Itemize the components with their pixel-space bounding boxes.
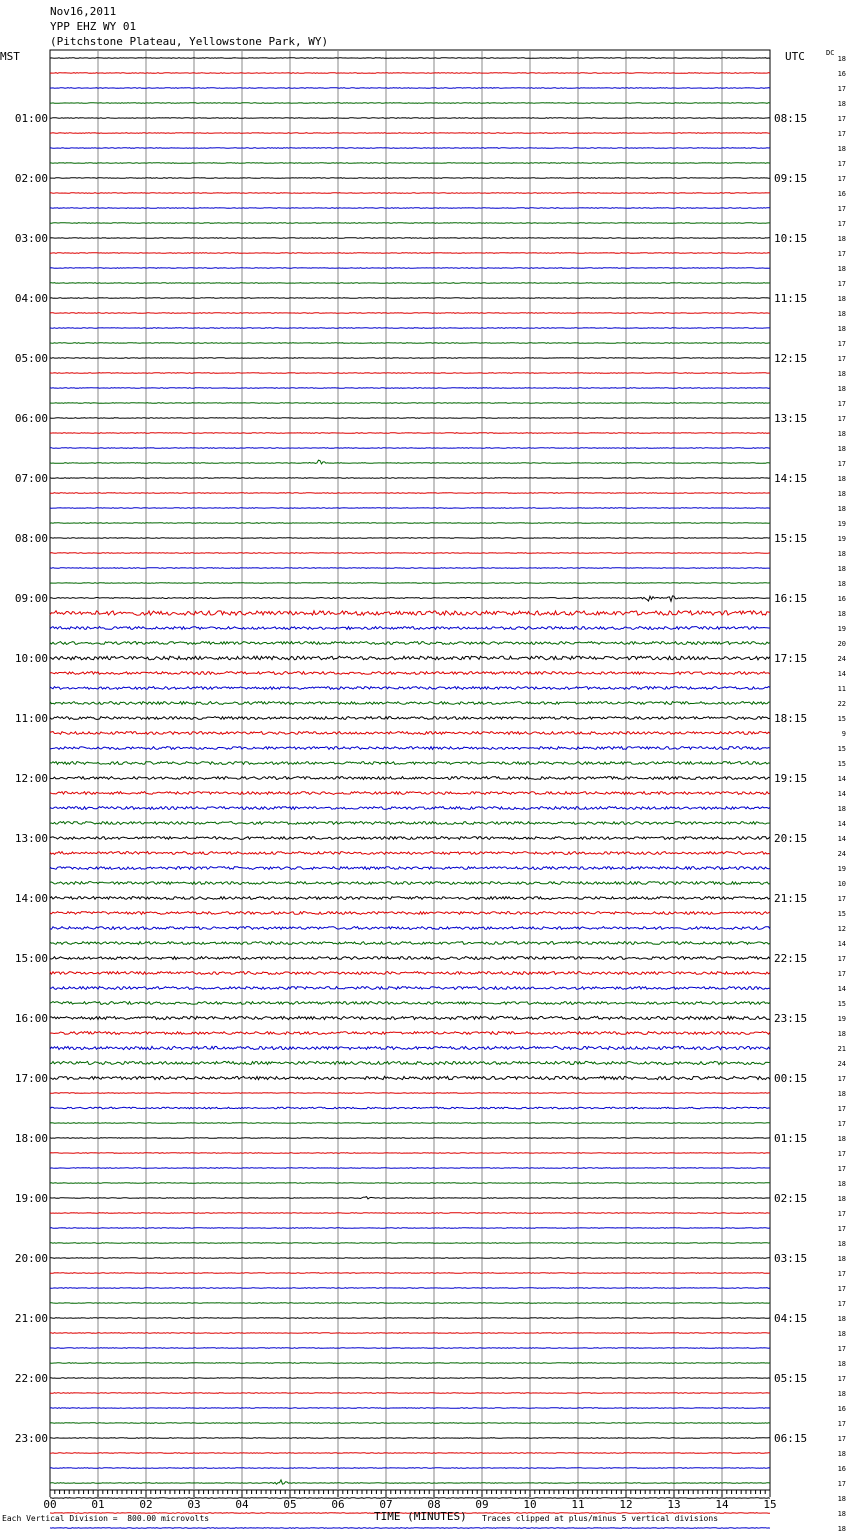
dc-offset-value: 18 [837,385,846,393]
dc-offset-value: 17 [837,1120,846,1128]
dc-offset-value: 24 [837,850,846,858]
dc-offset-value: 17 [837,1150,846,1158]
right-hour-label: 11:15 [774,292,808,305]
dc-offset-value: 10 [837,880,846,888]
trace-line [50,1002,770,1005]
plot-frame [50,50,770,1490]
trace-line [50,460,770,464]
dc-offset-value: 17 [837,160,846,168]
dc-offset-value: 17 [837,1480,846,1488]
dc-offset-value: 17 [837,130,846,138]
trace-line [50,882,770,885]
right-hour-label: 23:15 [774,1012,808,1025]
dc-offset-value: 17 [837,1105,846,1113]
trace-line [50,1438,770,1439]
dc-offset-value: 18 [837,310,846,318]
dc-offset-value: 18 [837,1315,846,1323]
right-hour-label: 00:15 [774,1072,808,1085]
trace-line [50,1408,770,1409]
trace-line [50,478,770,479]
left-hour-label: 14:00 [14,892,48,905]
x-tick-label: 11 [571,1498,585,1511]
left-hour-label: 03:00 [14,232,48,245]
left-hour-label: 01:00 [14,112,48,125]
dc-offset-value: 18 [837,565,846,573]
dc-offset-value: 18 [837,265,846,273]
dc-offset-value: 15 [837,745,846,753]
dc-offset-value: 18 [837,1495,846,1503]
trace-line [50,837,770,840]
dc-offset-value: 17 [837,1420,846,1428]
dc-offset-value: 18 [837,445,846,453]
right-hour-label: 13:15 [774,412,808,425]
trace-line [50,1378,770,1379]
trace-line [50,732,770,735]
right-hour-label: 19:15 [774,772,808,785]
dc-offset-value: 17 [837,205,846,213]
trace-line [50,1213,770,1214]
left-hour-label: 20:00 [14,1252,48,1265]
right-hour-label: 10:15 [774,232,808,245]
trace-line [50,1498,770,1499]
dc-offset-value: 15 [837,1000,846,1008]
dc-offset-value: 17 [837,1435,846,1443]
trace-line [50,298,770,299]
dc-offset-value: 18 [837,1390,846,1398]
record-date: Nov16,2011 [50,5,117,18]
x-tick-label: 00 [43,1498,57,1511]
right-hour-label: 08:15 [774,112,808,125]
trace-line [50,927,770,930]
trace-line [50,493,770,494]
dc-offset-value: 17 [837,1165,846,1173]
trace-line [50,148,770,149]
dc-offset-value: 15 [837,760,846,768]
left-hour-label: 18:00 [14,1132,48,1145]
right-hour-label: 17:15 [774,652,808,665]
trace-line [50,163,770,164]
x-tick-label: 10 [523,1498,537,1511]
dc-offset-value: 17 [837,355,846,363]
dc-offset-value: 16 [837,1465,846,1473]
dc-offset-value: 18 [837,1135,846,1143]
dc-offset-value: 19 [837,520,846,528]
dc-offset-value: 14 [837,790,846,798]
trace-line [50,1123,770,1124]
trace-line [50,972,770,975]
right-hour-label: 21:15 [774,892,808,905]
x-tick-label: 01 [91,1498,105,1511]
x-tick-label: 02 [139,1498,153,1511]
dc-offset-value: 18 [837,1240,846,1248]
dc-offset-value: 11 [837,685,846,693]
dc-offset-value: 17 [837,1345,846,1353]
dc-offset-value: 18 [837,295,846,303]
dc-offset-value: 16 [837,70,846,78]
trace-line [50,223,770,224]
x-tick-label: 03 [187,1498,201,1511]
trace-line [50,118,770,119]
right-hour-label: 20:15 [774,832,808,845]
right-hour-label: 16:15 [774,592,808,605]
trace-line [50,1243,770,1244]
trace-line [50,313,770,314]
right-hour-label: 02:15 [774,1192,808,1205]
dc-offset-value: 16 [837,1405,846,1413]
x-tick-label: 12 [619,1498,633,1511]
scale-note: Each Vertical Division = 800.00 microvolts [2,1514,210,1523]
dc-offset-value: 12 [837,925,846,933]
left-hour-label: 16:00 [14,1012,48,1025]
left-hour-label: 10:00 [14,652,48,665]
dc-offset-value: 19 [837,625,846,633]
right-timezone-label: UTC [785,50,805,63]
x-tick-label: 13 [667,1498,681,1511]
trace-line [50,1423,770,1424]
trace-line [50,523,770,524]
trace-line [50,611,770,615]
trace-line [50,1480,770,1484]
dc-offset-value: 14 [837,670,846,678]
dc-offset-value: 21 [837,1045,846,1053]
trace-line [50,1197,770,1199]
station-code: YPP EHZ WY 01 [50,20,137,33]
trace-line [50,777,770,780]
dc-offset-value: 22 [837,700,846,708]
dc-offset-value: 24 [837,1060,846,1068]
dc-offset-value: 18 [837,430,846,438]
trace-line [50,1393,770,1394]
right-hour-label: 14:15 [774,472,808,485]
dc-offset-value: 18 [837,805,846,813]
dc-offset-value: 17 [837,1210,846,1218]
left-hour-label: 02:00 [14,172,48,185]
dc-offset-value: 18 [837,325,846,333]
trace-line [50,1032,770,1035]
dc-offset-value: 9 [841,730,846,738]
dc-offset-value: 17 [837,955,846,963]
left-hour-label: 05:00 [14,352,48,365]
dc-offset-value: 18 [837,475,846,483]
trace-line [50,1468,770,1469]
dc-offset-value: 18 [837,1180,846,1188]
dc-offset-value: 18 [837,370,846,378]
trace-line [50,807,770,810]
dc-offset-value: 18 [837,610,846,618]
trace-line [50,328,770,329]
left-hour-label: 12:00 [14,772,48,785]
trace-line [50,1528,770,1529]
dc-offset-value: 19 [837,535,846,543]
dc-offset-value: 18 [837,490,846,498]
left-hour-label: 11:00 [14,712,48,725]
trace-line [50,717,770,720]
trace-line [50,133,770,134]
dc-offset-value: 18 [837,1510,846,1518]
trace-line [50,1288,770,1289]
trace-line [50,1093,770,1094]
dc-offset-value: 16 [837,595,846,603]
x-tick-label: 14 [715,1498,729,1511]
right-hour-label: 15:15 [774,532,808,545]
dc-offset-value: 17 [837,1270,846,1278]
dc-offset-value: 18 [837,100,846,108]
left-hour-label: 22:00 [14,1372,48,1385]
left-hour-label: 07:00 [14,472,48,485]
dc-offset-value: 14 [837,940,846,948]
dc-offset-value: 18 [837,1360,846,1368]
trace-line [50,762,770,765]
trace-line [50,568,770,569]
dc-offset-value: 17 [837,1225,846,1233]
dc-offset-value: 18 [837,145,846,153]
x-axis-title: TIME (MINUTES) [374,1510,467,1523]
trace-line [50,418,770,419]
trace-line [50,596,770,601]
clip-note: Traces clipped at plus/minus 5 vertical divisions [482,1514,719,1523]
trace-line [50,1318,770,1319]
trace-line [50,268,770,269]
dc-offset-value: 18 [837,580,846,588]
dc-offset-value: 17 [837,895,846,903]
trace-line [50,403,770,404]
trace-line [50,508,770,509]
trace-line [50,208,770,209]
left-timezone-label: MST [0,50,20,63]
trace-line [50,627,770,630]
trace-line [50,1273,770,1274]
dc-offset-value: 17 [837,1285,846,1293]
dc-offset-value: 15 [837,715,846,723]
trace-line [50,1183,770,1184]
trace-line [50,538,770,539]
x-tick-label: 04 [235,1498,249,1511]
trace-line [50,73,770,74]
trace-line [50,656,770,660]
trace-line [50,822,770,825]
left-hour-label: 09:00 [14,592,48,605]
trace-line [50,867,770,870]
dc-offset-value: 17 [837,85,846,93]
x-tick-label: 07 [379,1498,393,1511]
trace-line [50,448,770,449]
dc-offset-value: 18 [837,1090,846,1098]
left-hour-label: 08:00 [14,532,48,545]
trace-line [50,1333,770,1334]
dc-offset-value: 18 [837,1195,846,1203]
left-hour-label: 13:00 [14,832,48,845]
left-hour-label: 04:00 [14,292,48,305]
trace-line [50,747,770,750]
right-hour-label: 18:15 [774,712,808,725]
x-tick-label: 08 [427,1498,441,1511]
x-tick-label: 09 [475,1498,489,1511]
left-hour-label: 23:00 [14,1432,48,1445]
trace-line [50,897,770,900]
dc-offset-value: 19 [837,865,846,873]
trace-line [50,103,770,104]
trace-line [50,1153,770,1154]
dc-offset-value: 19 [837,1015,846,1023]
right-hour-label: 04:15 [774,1312,808,1325]
trace-line [50,687,770,690]
right-hour-label: 22:15 [774,952,808,965]
trace-line [50,1303,770,1304]
right-hour-label: 01:15 [774,1132,808,1145]
trace-line [50,1107,770,1109]
dc-offset-value: 17 [837,280,846,288]
trace-line [50,58,770,59]
left-hour-label: 19:00 [14,1192,48,1205]
dc-offset-value: 17 [837,340,846,348]
dc-offset-value: 17 [837,1075,846,1083]
trace-line [50,1228,770,1229]
dc-offset-value: 17 [837,400,846,408]
x-tick-label: 15 [763,1498,777,1511]
trace-line [50,238,770,239]
dc-offset-value: 18 [837,1450,846,1458]
trace-line [50,1046,770,1049]
dc-offset-value: 20 [837,640,846,648]
trace-line [50,642,770,645]
trace-line [50,852,770,855]
trace-line [50,283,770,284]
dc-offset-value: 17 [837,415,846,423]
dc-offset-header: DC [826,49,835,57]
trace-line [50,702,770,705]
dc-offset-value: 16 [837,190,846,198]
right-hour-label: 09:15 [774,172,808,185]
dc-offset-value: 17 [837,175,846,183]
dc-offset-value: 18 [837,1330,846,1338]
dc-offset-value: 14 [837,775,846,783]
dc-offset-value: 18 [837,55,846,63]
dc-offset-value: 18 [837,1255,846,1263]
trace-line [50,1138,770,1139]
dc-offset-value: 17 [837,1300,846,1308]
dc-offset-value: 17 [837,220,846,228]
dc-offset-value: 17 [837,460,846,468]
right-hour-label: 06:15 [774,1432,808,1445]
trace-line [50,942,770,945]
x-tick-label: 06 [331,1498,345,1511]
trace-line [50,343,770,344]
trace-line [50,358,770,359]
trace-line [50,1168,770,1169]
right-hour-label: 03:15 [774,1252,808,1265]
dc-offset-value: 14 [837,835,846,843]
left-hour-label: 06:00 [14,412,48,425]
trace-line [50,1258,770,1259]
trace-line [50,193,770,194]
dc-offset-value: 17 [837,1375,846,1383]
x-tick-label: 05 [283,1498,297,1511]
left-hour-label: 21:00 [14,1312,48,1325]
dc-offset-value: 18 [837,550,846,558]
trace-line [50,987,770,990]
trace-line [50,1453,770,1454]
trace-line [50,388,770,389]
dc-offset-value: 18 [837,1030,846,1038]
trace-line [50,1348,770,1349]
trace-line [50,1076,770,1079]
right-hour-label: 05:15 [774,1372,808,1385]
dc-offset-value: 17 [837,970,846,978]
trace-line [50,583,770,584]
dc-offset-value: 18 [837,1525,846,1533]
dc-offset-value: 18 [837,505,846,513]
trace-line [50,433,770,434]
dc-offset-value: 18 [837,235,846,243]
trace-line [50,957,770,960]
dc-offset-value: 17 [837,115,846,123]
trace-line [50,912,770,915]
trace-line [50,792,770,795]
left-hour-label: 15:00 [14,952,48,965]
trace-line [50,1061,770,1064]
trace-line [50,253,770,254]
station-location: (Pitchstone Plateau, Yellowstone Park, WY) [50,35,329,48]
dc-offset-value: 14 [837,985,846,993]
dc-offset-value: 15 [837,910,846,918]
left-hour-label: 17:00 [14,1072,48,1085]
right-hour-label: 12:15 [774,352,808,365]
dc-offset-value: 24 [837,655,846,663]
trace-line [50,553,770,554]
trace-line [50,672,770,675]
trace-line [50,1363,770,1364]
dc-offset-value: 17 [837,250,846,258]
trace-line [50,1016,770,1019]
trace-line [50,88,770,89]
trace-line [50,178,770,179]
dc-offset-value: 14 [837,820,846,828]
trace-line [50,373,770,374]
